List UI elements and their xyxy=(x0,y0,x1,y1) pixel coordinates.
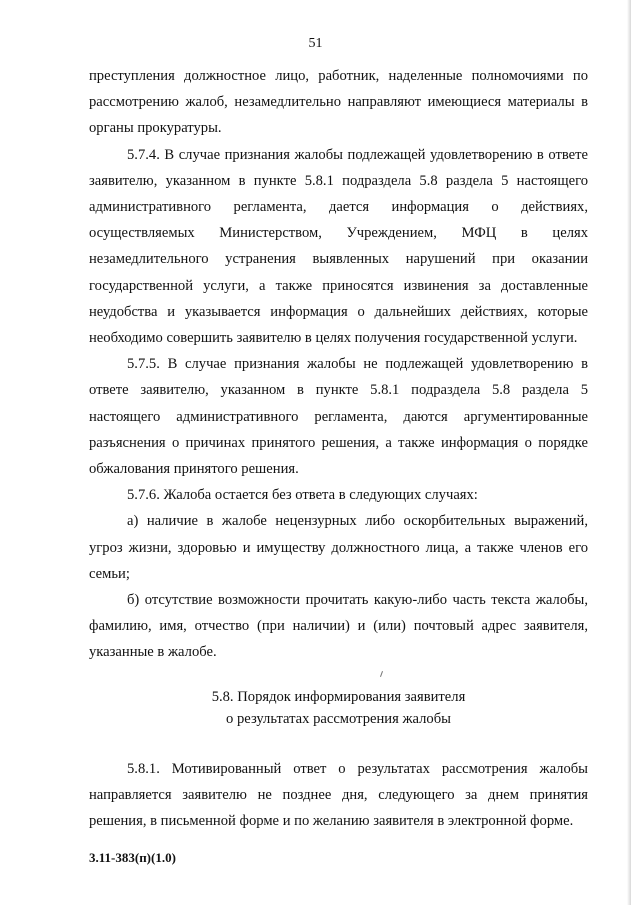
paragraph-5-7-5: 5.7.5. В случае признания жалобы не подлежащей удовлетворению в ответе заявителю, указанном в пункте 5.8.1 подраздела 5.8 раздела 5 настоящего административного регламента, даются аргументированные разъяснения о причинах принятого решения, а также информация о порядке обжалования принятого решения. xyxy=(89,356,588,478)
list-item-b: б) отсутствие возможности прочитать какую-либо часть текста жалобы, фамилию, имя, отчество (при наличии) и (или) почтовый адрес заявителя, указанные в жалобе. xyxy=(89,592,588,661)
page-number: 51 xyxy=(308,36,323,51)
section-heading-line-2: о результатах рассмотрения жалобы xyxy=(226,710,451,727)
paragraph-5-8-1: 5.8.1. Мотивированный ответ о результатах рассмотрения жалобы направляется заявителю не позднее дня, следующего за днем принятия решения, в письменной форме и по желанию заявителя в электронной форме. xyxy=(89,760,588,830)
document-code: 3.11-383(п)(1.0) xyxy=(89,850,176,865)
section-heading-line-1: 5.8. Порядок информирования заявителя xyxy=(211,688,466,705)
list-item-a: а) наличие в жалобе нецензурных либо оскорбительных выражений, угроз жизни, здоровью и имуществу должностного лица, а также членов его семьи; xyxy=(89,513,588,582)
page-edge xyxy=(627,0,631,905)
paragraph-5-7-6: 5.7.6. Жалоба остается без ответа в следующих случаях: xyxy=(127,487,478,504)
document-body xyxy=(89,63,588,834)
paragraph-5-7-4: 5.7.4. В случае признания жалобы подлежащей удовлетворению в ответе заявителю, указанном в пункте 5.8.1 подраздела 5.8 раздела 5 настоящего административного регламента, дается информация о действиях, осуществляемых Министерством, Учреждением, МФЦ в целях незамедлительного устранения выявленных нарушений при оказании государственной услуги, а также приносятся извинения за доставленные неудобства и указывается информация о дальнейших действиях, которые необходимо совершить заявителю в целях получения государственной услуги. xyxy=(89,146,588,347)
paragraph-continuation: преступления должностное лицо, работник, наделенные полномочиями по рассмотрению жалоб, незамедлительно направляют имеющиеся материалы в органы прокуратуры. xyxy=(89,68,588,137)
